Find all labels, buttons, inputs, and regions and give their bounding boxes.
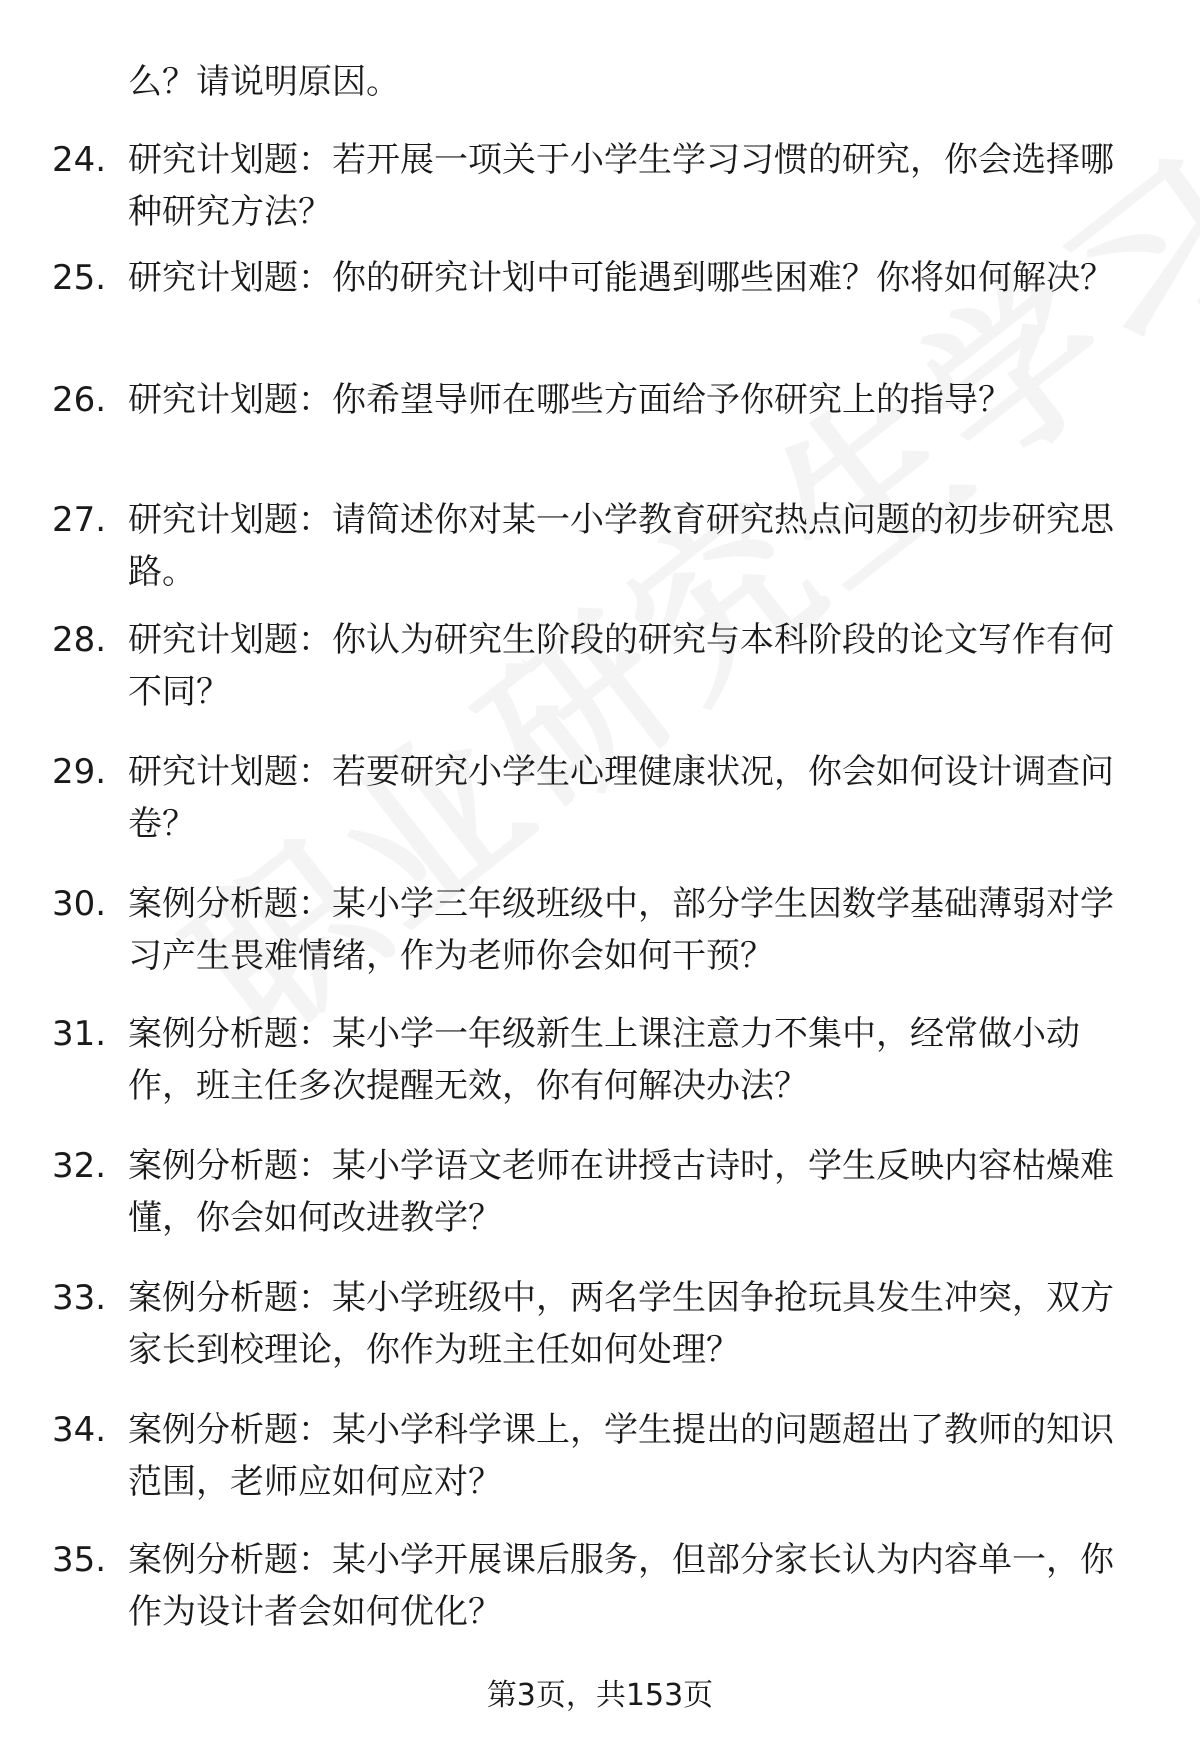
question-item <box>52 374 1147 426</box>
question-text: 研究计划题：若开展一项关于小学生学习习惯的研究，你会选择哪种研究方法？ <box>128 140 1114 232</box>
question-item <box>52 252 1147 304</box>
question-number: 28. <box>52 620 107 660</box>
question-item <box>52 494 1147 598</box>
question-text: 研究计划题：若要研究小学生心理健康状况，你会如何设计调查问卷？ <box>128 752 1114 844</box>
question-item <box>52 1404 1147 1508</box>
question-number: 32. <box>52 1146 107 1186</box>
question-number: 25. <box>52 258 107 298</box>
question-text: 研究计划题：你的研究计划中可能遇到哪些困难？你将如何解决？ <box>128 258 1114 298</box>
question-text: 案例分析题：某小学科学课上，学生提出的问题超出了教师的知识范围，老师应如何应对？ <box>128 1410 1114 1502</box>
question-text: 案例分析题：某小学班级中，两名学生因争抢玩具发生冲突，双方家长到校理论，你作为班主任如何处理？ <box>128 1278 1114 1370</box>
question-number: 30. <box>52 884 107 924</box>
question-number: 29. <box>52 752 107 792</box>
question-number: 27. <box>52 500 107 540</box>
question-item <box>52 1272 1147 1376</box>
question-text: 案例分析题：某小学一年级新生上课注意力不集中，经常做小动作，班主任多次提醒无效，你有何解决办法？ <box>128 1014 1080 1106</box>
page-number-footer: 第3页，共153页 <box>486 1678 714 1713</box>
question-text: 研究计划题：你希望导师在哪些方面给予你研究上的指导？ <box>128 380 1012 420</box>
question-text: 案例分析题：某小学三年级班级中，部分学生因数学基础薄弱对学习产生畏难情绪，作为老师你会如何干预？ <box>128 884 1114 976</box>
question-text: 案例分析题：某小学语文老师在讲授古诗时，学生反映内容枯燥难懂，你会如何改进教学？ <box>128 1146 1114 1238</box>
question-item <box>52 878 1147 982</box>
question-item <box>52 1534 1147 1638</box>
question-text: 研究计划题：你认为研究生阶段的研究与本科阶段的论文写作有何不同？ <box>128 620 1114 712</box>
question-item <box>52 746 1147 850</box>
continuation-text: 么？请说明原因。 <box>128 62 400 102</box>
question-number: 31. <box>52 1014 107 1054</box>
question-item <box>52 134 1147 238</box>
question-number: 26. <box>52 380 107 420</box>
question-number: 35. <box>52 1540 107 1580</box>
question-item <box>52 1140 1147 1244</box>
question-text: 研究计划题：请简述你对某一小学教育研究热点问题的初步研究思路。 <box>128 500 1114 592</box>
question-number: 33. <box>52 1278 107 1318</box>
question-number: 24. <box>52 140 107 180</box>
question-item <box>52 614 1147 718</box>
question-text: 案例分析题：某小学开展课后服务，但部分家长认为内容单一，你作为设计者会如何优化？ <box>128 1540 1114 1632</box>
question-number: 34. <box>52 1410 107 1450</box>
question-item <box>52 1008 1147 1112</box>
